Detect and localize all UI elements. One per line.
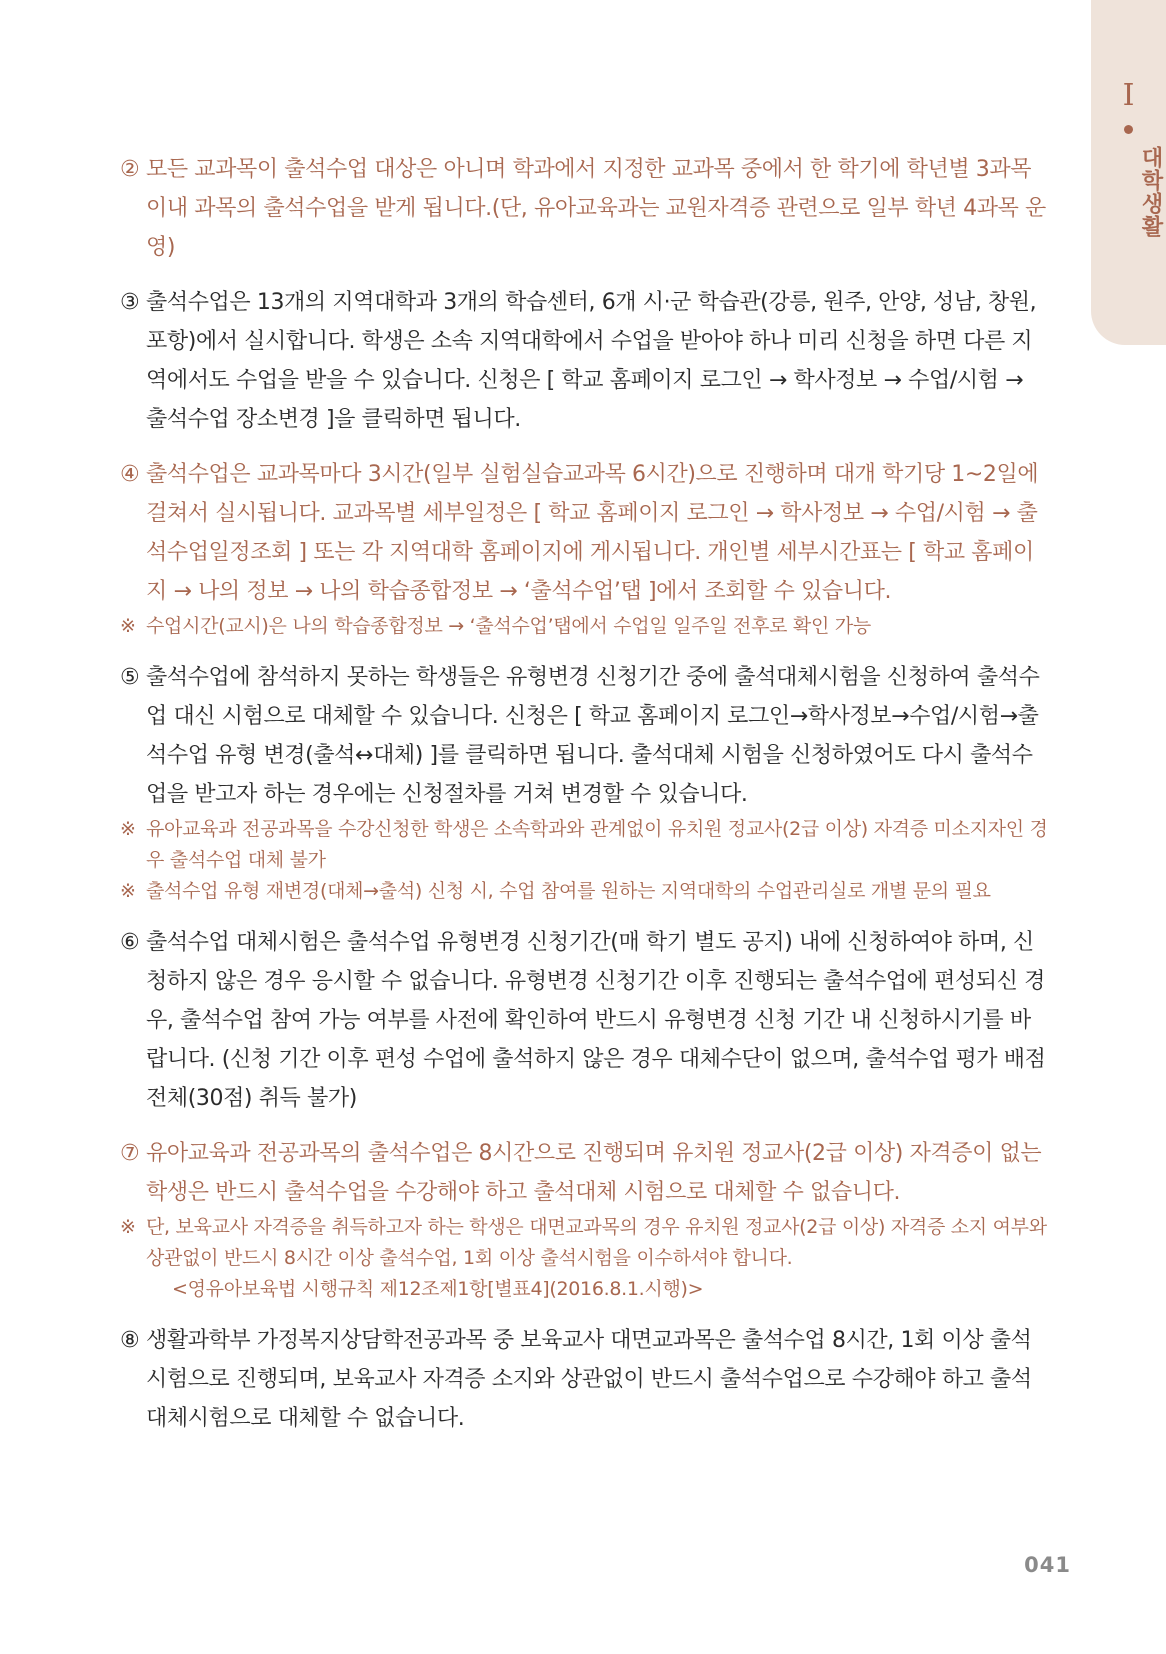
chapter-tab	[1091, 0, 1166, 345]
note-mark: ※	[120, 818, 136, 840]
note-mark: ※	[120, 880, 136, 902]
note-mark: ※	[120, 615, 136, 637]
item-number: ⑤	[120, 665, 140, 690]
item-text: 유아교육과 전공과목의 출석수업은 8시간으로 진행되며 유치원 정교사(2급 이상) 자격증이 없는 학생은 반드시 출석수업을 수강해야 하고 출석대체 시험으로 대체할 수 없습니다.	[146, 1141, 1042, 1205]
item-number: ④	[120, 462, 140, 487]
note-mark: ※	[120, 1216, 136, 1238]
note-text: 유아교육과 전공과목을 수강신청한 학생은 소속학과와 관계없이 유치원 정교사(2급 이상) 자격증 미소지자인 경우 출석수업 대체 불가	[146, 818, 1048, 871]
item-number: ⑦	[120, 1141, 140, 1166]
main-content	[120, 150, 1050, 1454]
list-item-3	[120, 283, 1050, 439]
item-text: 생활과학부 가정복지상담학전공과목 중 보육교사 대면교과목은 출석수업 8시간, 1회 이상 출석시험으로 진행되며, 보육교사 자격증 소지와 상관없이 반드시 출석수업으로 수강해야 하고 출석대체시험으로 대체할 수 없습니다.	[146, 1328, 1032, 1431]
list-item-5	[120, 658, 1050, 907]
note	[120, 611, 1050, 642]
page-number: 041	[1024, 1553, 1071, 1577]
chapter-number: I	[1122, 78, 1135, 113]
item-text: 모든 교과목이 출석수업 대상은 아니며 학과에서 지정한 교과목 중에서 한 학기에 학년별 3과목 이내 과목의 출석수업을 받게 됩니다.(단, 유아교육과는 교원자격증 관련으로 일부 학년 4과목 운영)	[146, 157, 1046, 260]
item-text: 출석수업 대체시험은 출석수업 유형변경 신청기간(매 학기 별도 공지) 내에 신청하여야 하며, 신청하지 않은 경우 응시할 수 없습니다. 유형변경 신청기간 이후 진행되는 출석수업에 편성되신 경우, 출석수업 참여 가능 여부를 사전에 확인하여 반드시 유형변경 신청 기간 내 신청하시기를 바랍니다. (신청 기간 이후 편성 수업에 출석하지 않은 경우 대체수단이 없으며, 출석수업 평가 배점 전체(30점) 취득 불가)	[146, 930, 1046, 1111]
note	[120, 876, 1050, 907]
item-number: ⑧	[120, 1328, 140, 1353]
item-number: ③	[120, 290, 140, 315]
chapter-dot	[1124, 125, 1133, 134]
list-item-8	[120, 1321, 1050, 1438]
item-text: 출석수업은 13개의 지역대학과 3개의 학습센터, 6개 시·군 학습관(강릉, 원주, 안양, 성남, 창원, 포항)에서 실시합니다. 학생은 소속 지역대학에서 수업을 받아야 하나 미리 신청을 하면 다른 지역에서도 수업을 받을 수 있습니다. 신청은 [ 학교 홈페이지 로그인 → 학사정보 → 수업/시험 → 출석수업 장소변경 ]을 클릭하면 됩니다.	[146, 290, 1037, 432]
item-number: ⑥	[120, 930, 140, 955]
note	[120, 814, 1050, 876]
note-text: 단, 보육교사 자격증을 취득하고자 하는 학생은 대면교과목의 경우 유치원 정교사(2급 이상) 자격증 소지 여부와 상관없이 반드시 8시간 이상 출석수업, 1회 이상 출석시험을 이수하셔야 합니다.	[146, 1216, 1047, 1269]
item-text: 출석수업에 참석하지 못하는 학생들은 유형변경 신청기간 중에 출석대체시험을 신청하여 출석수업 대신 시험으로 대체할 수 있습니다. 신청은 [ 학교 홈페이지 로그인→학사정보→수업/시험→출석수업 유형 변경(출석↔대체) ]를 클릭하면 됩니다. 출석대체 시험을 신청하였어도 다시 출석수업을 받고자 하는 경우에는 신청절차를 거쳐 변경할 수 있습니다.	[146, 665, 1040, 807]
item-number: ②	[120, 157, 140, 182]
legal-reference: <영유아보육법 시행규칙 제12조제1항[별표4](2016.8.1.시행)>	[172, 1278, 704, 1300]
item-text: 출석수업은 교과목마다 3시간(일부 실험실습교과목 6시간)으로 진행하며 대개 학기당 1~2일에 걸쳐서 실시됩니다. 교과목별 세부일정은 [ 학교 홈페이지 로그인 → 학사정보 → 수업/시험 → 출석수업일정조회 ] 또는 각 지역대학 홈페이지에 게시됩니다. 개인별 세부시간표는 [ 학교 홈페이지 → 나의 정보 → 나의 학습종합정보 → ‘출석수업’탭 ]에서 조회할 수 있습니다.	[146, 462, 1039, 604]
note	[120, 1212, 1050, 1274]
list-item-2	[120, 150, 1050, 267]
note-text: 수업시간(교시)은 나의 학습종합정보 → ‘출석수업’탭에서 수업일 일주일 전후로 확인 가능	[146, 615, 871, 637]
list-item-6	[120, 923, 1050, 1118]
note-text: 출석수업 유형 재변경(대체→출석) 신청 시, 수업 참여를 원하는 지역대학의 수업관리실로 개별 문의 필요	[146, 880, 991, 902]
list-item-7	[120, 1134, 1050, 1305]
chapter-label: 대학생활	[1138, 146, 1163, 238]
list-item-4	[120, 455, 1050, 642]
